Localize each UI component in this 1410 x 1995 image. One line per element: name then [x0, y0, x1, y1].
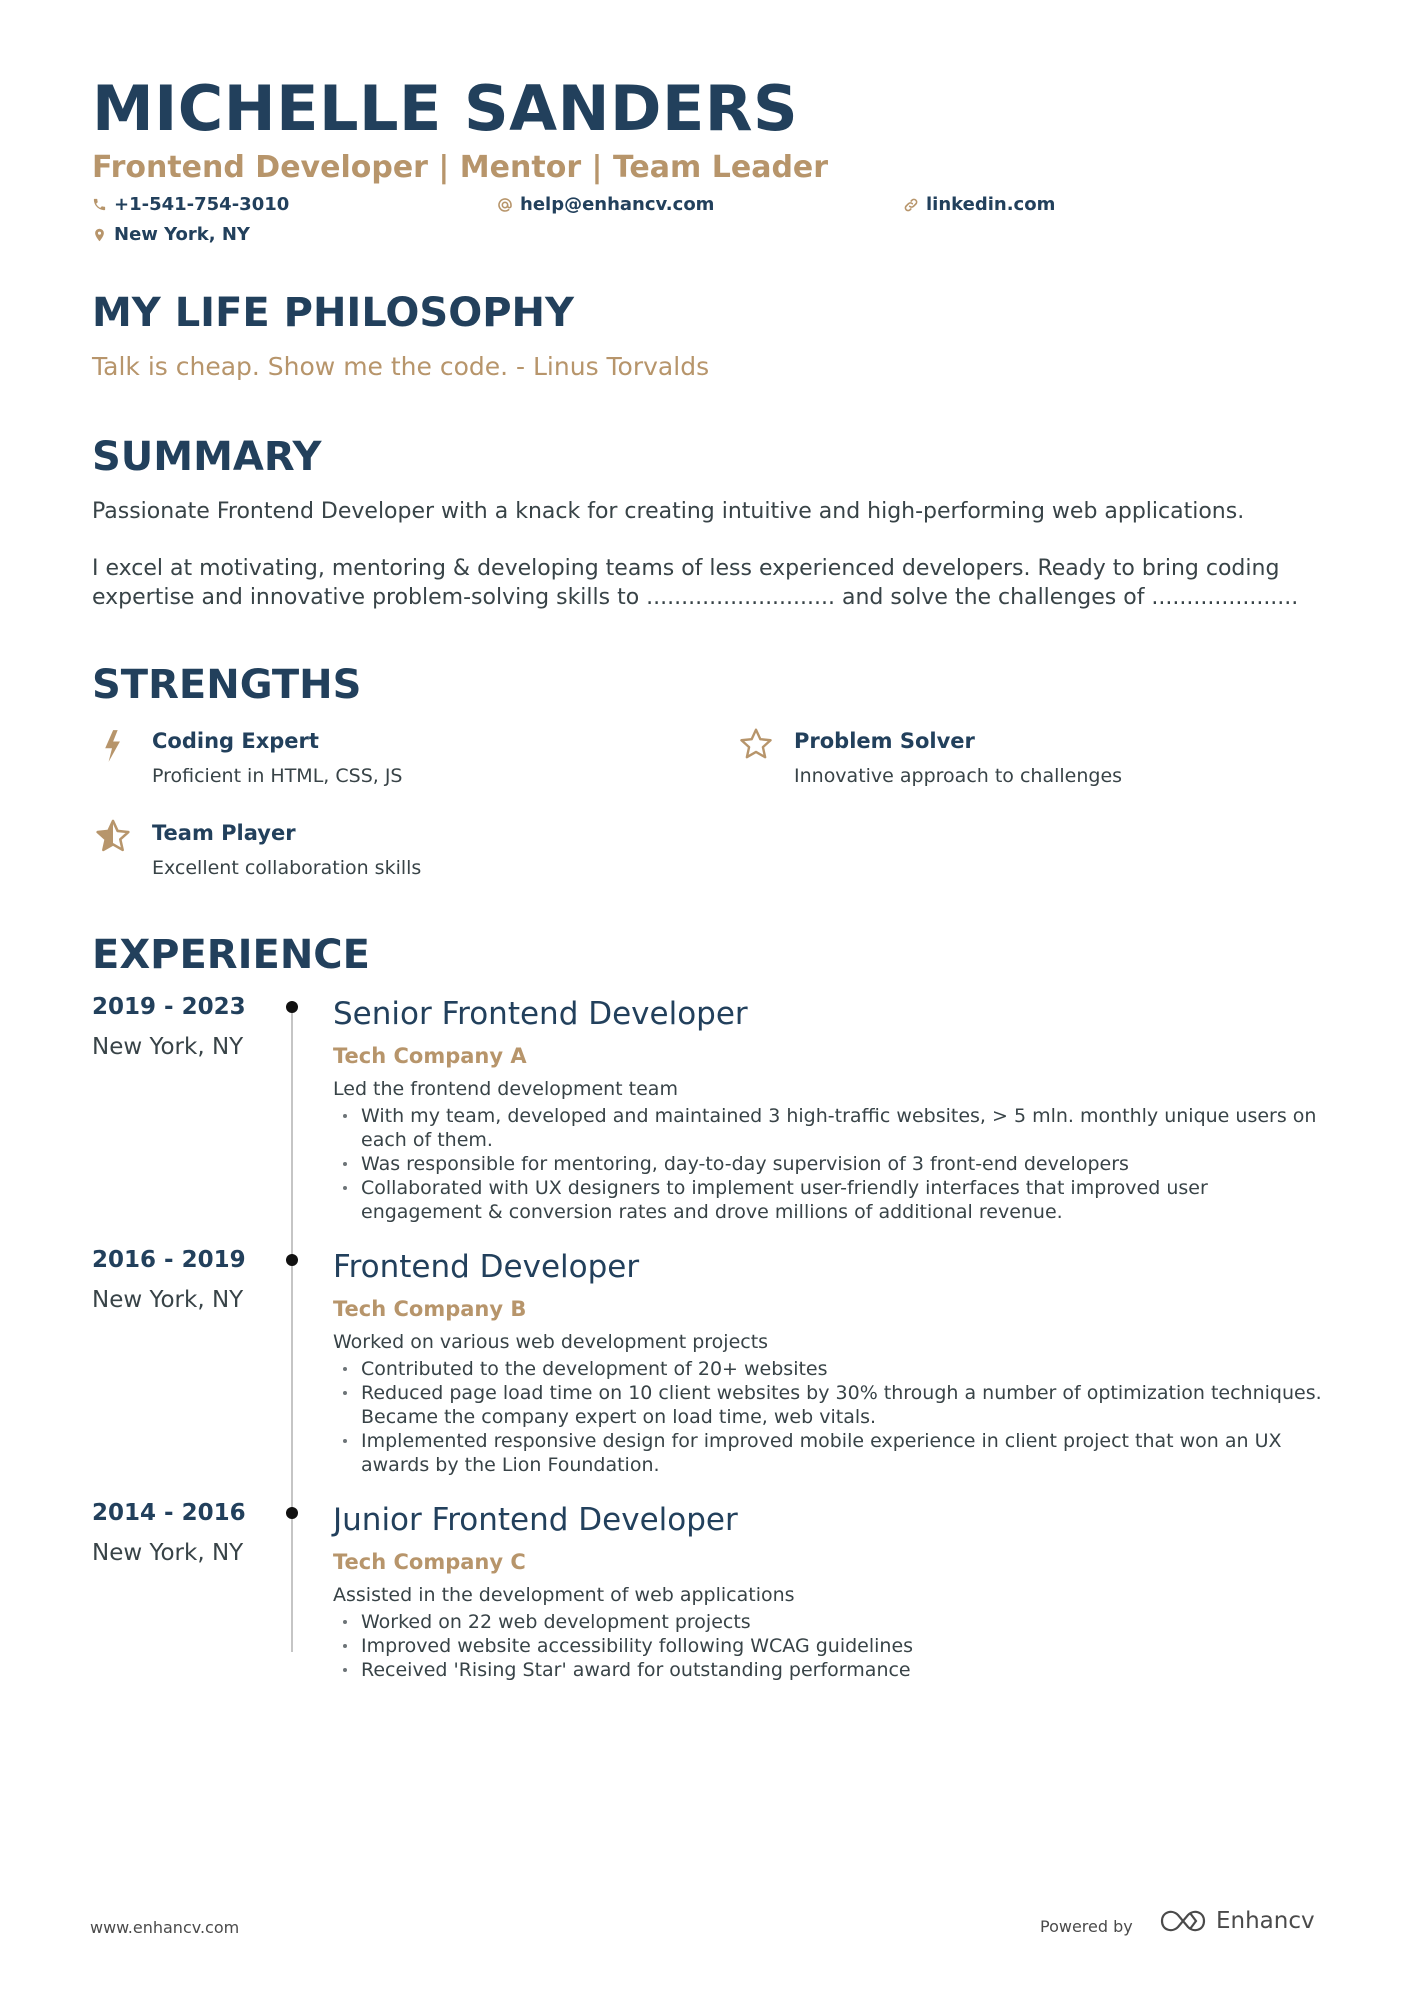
linkedin-text: linkedin.com [926, 194, 1056, 215]
strength-desc: Excellent collaboration skills [152, 857, 422, 879]
footer-url-link[interactable]: www.enhancv.com [90, 1918, 240, 1937]
experience-entry [333, 994, 1333, 1224]
location-text: New York, NY [114, 224, 250, 245]
strength-desc: Proficient in HTML, CSS, JS [152, 765, 403, 787]
experience-dates: 2019 - 2023 [92, 994, 246, 1020]
experience-dates: 2014 - 2016 [92, 1500, 246, 1526]
star-half-icon [94, 817, 132, 855]
powered-by-label: Powered by [1040, 1917, 1133, 1936]
experience-bullet: Received 'Rising Star' award for outstanding performance [333, 1658, 1333, 1682]
link-icon [903, 197, 919, 213]
summary-heading: SUMMARY [92, 434, 322, 480]
timeline-dot [286, 1001, 298, 1013]
strength-team-player [92, 821, 652, 891]
lightning-icon [98, 729, 126, 763]
experience-description: Led the frontend development team [333, 1078, 678, 1100]
experience-entry [333, 1500, 1333, 1682]
timeline-line [291, 1006, 293, 1652]
experience-entry [333, 1247, 1333, 1477]
candidate-name: MICHELLE SANDERS [92, 72, 799, 145]
philosophy-heading: MY LIFE PHILOSOPHY [92, 290, 574, 336]
experience-role: Junior Frontend Developer [333, 1502, 738, 1538]
location-pin-icon [92, 227, 107, 243]
experience-location: New York, NY [92, 1287, 244, 1313]
contact-linkedin[interactable] [903, 194, 1055, 215]
brand-name: Enhancv [1216, 1908, 1315, 1934]
experience-bullets [333, 1104, 1333, 1224]
experience-bullet: Was responsible for mentoring, day-to-day supervision of 3 front-end developers [333, 1152, 1333, 1176]
experience-bullet: Worked on 22 web development projects [333, 1610, 1333, 1634]
experience-company: Tech Company C [333, 1550, 526, 1574]
phone-text: +1-541-754-3010 [114, 194, 290, 215]
timeline-dot [286, 1254, 298, 1266]
summary-paragraph-1: Passionate Frontend Developer with a knack for creating intuitive and high-performing web applications. [92, 499, 1245, 524]
experience-description: Assisted in the development of web applications [333, 1584, 795, 1606]
philosophy-quote: Talk is cheap. Show me the code. - Linus Torvalds [92, 352, 710, 381]
experience-role: Senior Frontend Developer [333, 996, 748, 1032]
experience-bullet: Improved website accessibility following WCAG guidelines [333, 1634, 1333, 1658]
strengths-heading: STRENGTHS [92, 662, 362, 708]
contact-phone[interactable] [92, 194, 289, 215]
contact-location [92, 224, 250, 245]
strength-problem-solver [734, 729, 1294, 799]
experience-location: New York, NY [92, 1034, 244, 1060]
experience-location: New York, NY [92, 1540, 244, 1566]
summary-paragraph-2: I excel at motivating, mentoring & developing teams of less experienced developers. Ready to bring coding expertise and innovative problem-solving skills to ........................... and solve the challenges of ..................... [92, 556, 1299, 610]
strength-title: Problem Solver [794, 729, 975, 753]
strength-title: Coding Expert [152, 729, 319, 753]
at-icon [497, 197, 513, 213]
experience-company: Tech Company A [333, 1044, 527, 1068]
experience-description: Worked on various web development projects [333, 1331, 769, 1353]
experience-bullets [333, 1357, 1333, 1477]
experience-bullet: Contributed to the development of 20+ websites [333, 1357, 1333, 1381]
experience-bullets [333, 1610, 1333, 1682]
strength-desc: Innovative approach to challenges [794, 765, 1123, 787]
experience-bullet: With my team, developed and maintained 3 high-traffic websites, > 5 mln. monthly unique users on each of them. [333, 1104, 1333, 1152]
experience-dates: 2016 - 2019 [92, 1247, 246, 1273]
enhancv-logo-icon [1160, 1909, 1206, 1933]
experience-heading: EXPERIENCE [92, 932, 370, 978]
experience-bullet: Implemented responsive design for improved mobile experience in client project that won an UX awards by the Lion Foundation. [333, 1429, 1333, 1477]
strength-title: Team Player [152, 821, 296, 845]
experience-company: Tech Company B [333, 1297, 527, 1321]
experience-bullet: Reduced page load time on 10 client websites by 30% through a number of optimization techniques. Became the company expert on load time, web vitals. [333, 1381, 1333, 1429]
experience-role: Frontend Developer [333, 1249, 640, 1285]
enhancv-brand[interactable] [1160, 1908, 1315, 1934]
timeline-dot [286, 1507, 298, 1519]
strength-coding-expert [92, 729, 652, 799]
phone-icon [92, 197, 107, 212]
experience-bullet: Collaborated with UX designers to implement user-friendly interfaces that improved user engagement & conversion rates and drove millions of additional revenue. [333, 1176, 1333, 1224]
star-outline-icon [738, 726, 774, 762]
candidate-subtitle: Frontend Developer | Mentor | Team Leader [92, 150, 829, 185]
contact-email[interactable] [497, 194, 714, 215]
email-text: help@enhancv.com [520, 194, 715, 215]
